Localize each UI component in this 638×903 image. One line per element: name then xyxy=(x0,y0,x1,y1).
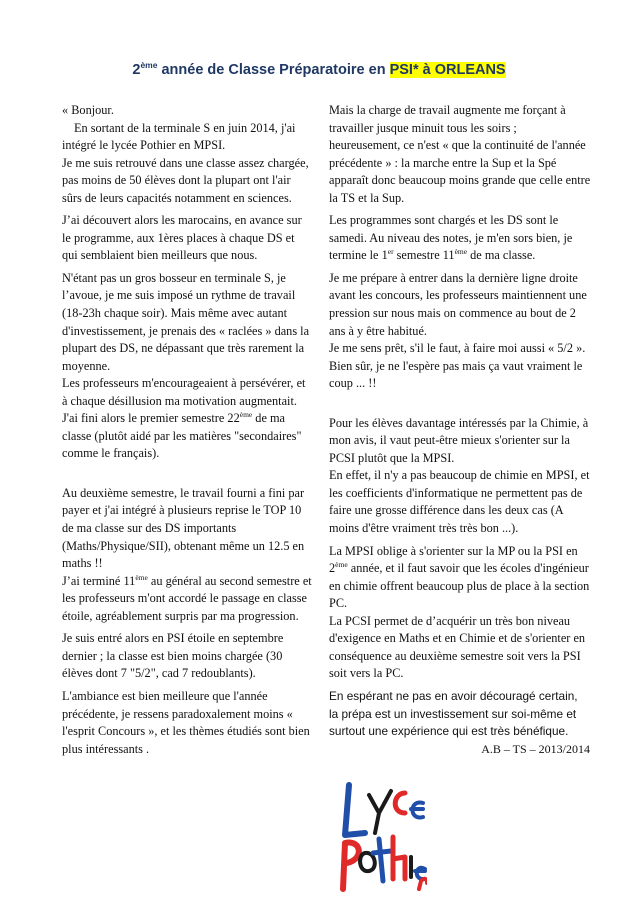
left-paragraph-ambiance: L'ambiance est bien meilleure que l'année précédente, je ressens paradoxalement moins « l'esprit Concours », et les thèmes étudiés sont bien plus intéressants . xyxy=(62,688,310,756)
right-paragraph-chemistry: Pour les élèves davantage intéressés par la Chimie, à mon avis, il vaut peut-être mieux s'orienter sur la PCSI plutôt que la MPSI. xyxy=(329,415,589,465)
right-prog-sup-1: er xyxy=(387,247,394,257)
left-column xyxy=(62,102,312,758)
logo-stroke-e xyxy=(411,803,423,818)
logo-stroke-p xyxy=(343,842,359,889)
logo-stroke-h xyxy=(393,837,405,879)
left-intro-text: En sortant de la terminale S en juin 2014, j'ai intégré le lycée Pothier en MPSI. xyxy=(62,120,296,153)
title-main: année de Classe Préparatoire en xyxy=(157,62,390,78)
left-paragraph-class: Je me suis retrouvé dans une classe assez chargée, pas moins de 50 élèves dont la plupart ont l'air sûrs de leurs capacités notamment en sciences. xyxy=(62,155,309,205)
right-paragraph-final-stretch: Je me prépare à entrer dans la dernière ligne droite avant les concours, les professeurs maintiennent une pression sur nous mais on commence au bout de 2 ans à y être habitué. xyxy=(329,270,587,338)
left-enc-sup: ème xyxy=(239,410,253,420)
right-paragraph-conclusion-b: la prépa est un investissement sur soi-même et surtout une expérience qui est très bénéfique. xyxy=(329,706,577,739)
logo-stroke-o xyxy=(360,853,375,871)
right-paragraph-conclusion-a: En espérant ne pas en avoir découragé certain, xyxy=(329,688,578,703)
left-paragraph-workload: N'étant pas un gros bosseur en terminale S, je l’avoue, je me suis imposé un rythme de travail (18-23h chaque soir). Mais même avec autant d'investissement, je prenais des « raclées » dans la plupart des DS, ne dépassant que très rarement la moyenne. xyxy=(62,270,310,373)
left-paragraph-second-semester: Au deuxième semestre, le travail fourni a fini par payer et j'ai intégré à plusieurs reprise le TOP 10 de ma classe sur des DS importants (Maths/Physique/SII), obtenant même un 12.5 en maths !! xyxy=(62,485,305,571)
right-orient-text-b: année, et il faut savoir que les écoles d'ingénieur en chimie offrent beaucoup plus de place à la section PC. xyxy=(329,561,590,611)
right-prog-text-c: de ma classe. xyxy=(467,248,536,263)
page-title xyxy=(0,62,638,78)
logo-stroke-l xyxy=(345,785,365,835)
right-prog-text-a: Les programmes sont chargés et les DS sont le samedi. Au niveau des notes, je m'en sors bien, je termine le 1 xyxy=(329,213,573,263)
left-enc-text-b: de ma classe (plutôt aidé par les matières "secondaires" comme le français). xyxy=(62,411,302,461)
signature: A.B – TS – 2013/2014 xyxy=(481,742,590,756)
right-paragraph-ready: Je me sens prêt, s'il le faut, à faire moi aussi « 5/2 ». Bien sûr, je ne l'espère pas mais ça vaut vraiment le coup ... !! xyxy=(329,341,586,391)
right-paragraph-programmes xyxy=(329,212,591,265)
left-rank-text-a: J’ai terminé 11 xyxy=(62,573,136,588)
right-column xyxy=(329,102,591,741)
left-paragraph-psi-star: Je suis entré alors en PSI étoile en septembre dernier ; la classe est bien moins chargée (30 élèves dont 7 "5/2", cad 7 redoublants). xyxy=(62,631,284,681)
left-greeting: « Bonjour. xyxy=(62,103,114,117)
left-rank-sup: ème xyxy=(135,572,148,582)
right-paragraph-charge: Mais la charge de travail augmente me forçant à travailler jusque minuit tous les soirs ; heureusement, ce n'est « que la continuité de l'année précédente » : la marche entre la Sup et la Spé apparaît donc beaucoup moins grande que celle entre la TS et la Sup. xyxy=(329,103,591,205)
right-paragraph-pcsi: La PCSI permet de d’acquérir un très bon niveau d'exigence en Maths et en Chimie et de s'orienter en conséquence au deuxième semestre soit vers la PSI soit vers la PC. xyxy=(329,613,586,681)
right-paragraph-orientation xyxy=(329,543,591,613)
lycee-pothier-logo xyxy=(335,773,427,893)
title-highlight: PSI* à ORLEANS xyxy=(389,62,506,78)
left-paragraph-ranking xyxy=(62,573,312,626)
right-orient-sup: ème xyxy=(335,560,348,570)
right-prog-text-b: semestre 11 xyxy=(393,248,455,263)
right-paragraph-mpsi: En effet, il n'y a pas beaucoup de chimie en MPSI, et les coefficients d'informatique ne permettent pas de faire une grosse différence dans les deux cas (A moins d'être vraiment très très bon ...). xyxy=(329,468,590,536)
logo-stroke-r xyxy=(419,879,427,889)
title-number: 2 xyxy=(132,62,141,78)
title-superscript: ème xyxy=(140,60,158,71)
right-orient-text-a: La MPSI oblige à s'orienter sur la MP ou la PSI en 2 xyxy=(329,543,578,576)
left-rank-text-b: au général au second semestre et les professeurs m'ont accordé le passage en classe étoile, agréablement surpris par ma progression. xyxy=(62,573,312,623)
logo-stroke-y xyxy=(369,791,391,833)
right-prog-sup-2: ème xyxy=(454,247,468,257)
left-paragraph-encouragement xyxy=(62,375,312,463)
left-enc-text-a: Les professeurs m'encourageaient à persévérer, et à chaque désillusion ma motivation augmentait. J'ai fini alors le premier semestre 22 xyxy=(62,376,306,426)
left-paragraph-intro xyxy=(62,120,312,155)
logo-stroke-c xyxy=(395,793,405,813)
left-paragraph-moroccans: J’ai découvert alors les marocains, en avance sur le programme, aux 1ères places à chaque DS et qui semblaient bien meilleurs que nous. xyxy=(62,213,302,263)
